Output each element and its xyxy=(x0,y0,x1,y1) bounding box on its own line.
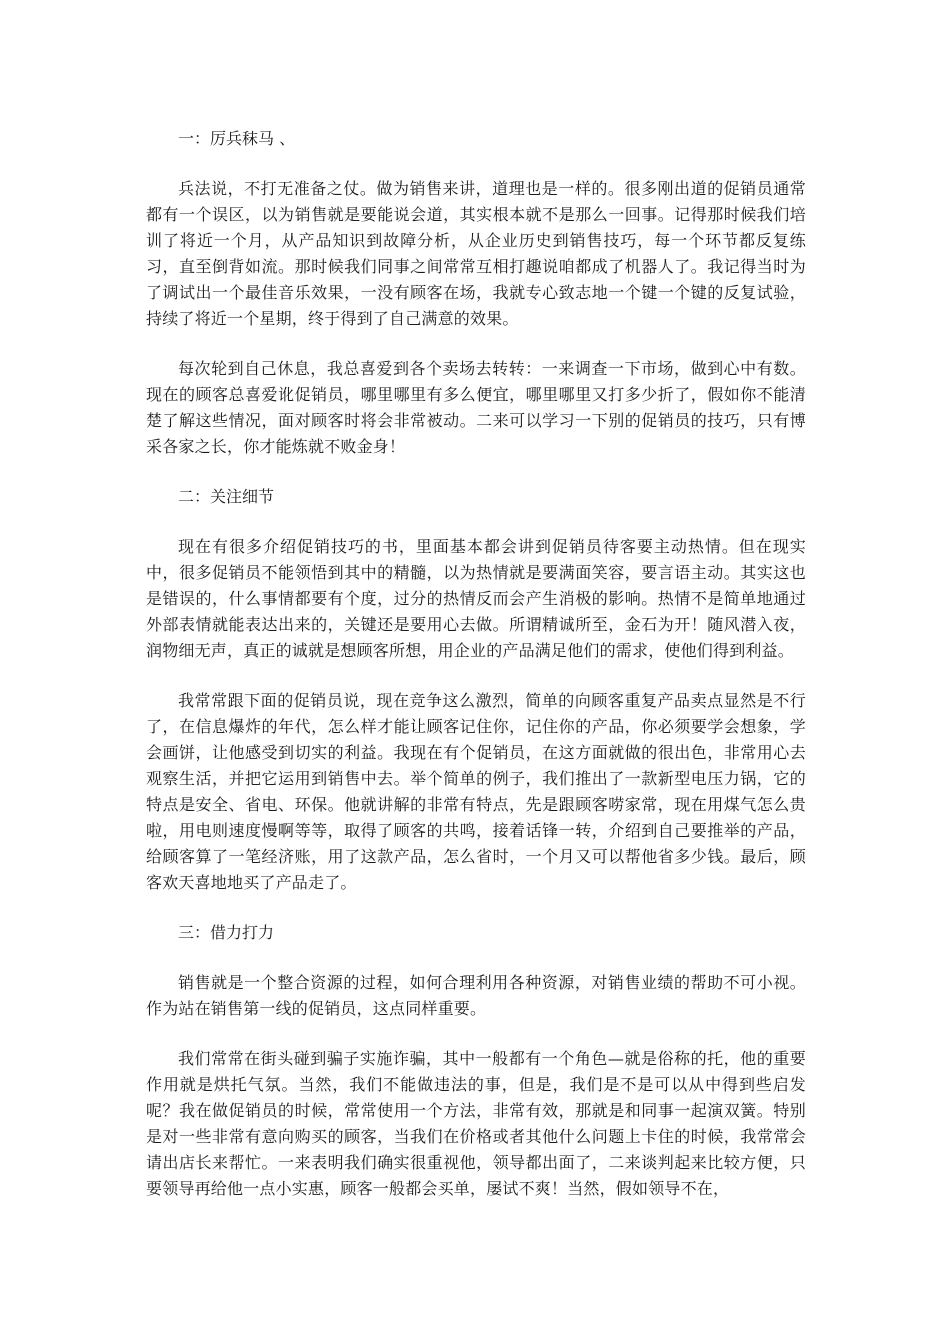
paragraph-6: 我们常常在街头碰到骗子实施诈骗，其中一般都有一个角色—就是俗称的托，他的重要作用就是烘托气氛。当然，我们不能做违法的事，但是，我们是不是可以从中得到些启发呢？我在做促销员的时候，常常使用一个方法，非常有效，那就是和同事一起演双簧。特别是对一些非常有意向购买的顾客，当我们在价格或者其他什么问题上卡住的时候，我常常会请出店长来帮忙。一来表明我们确实很重视他，领导都出面了，二来谈判起来比较方便，只要领导再给他一点小实惠，顾客一般都会买单，屡试不爽！当然，假如领导不在， xyxy=(146,1049,806,1198)
paragraph-5: 销售就是一个整合资源的过程，如何合理利用各种资源，对销售业绩的帮助不可小视。作为站在销售第一线的促销员，这点同样重要。 xyxy=(146,973,806,1018)
paragraph-3: 现在有很多介绍促销技巧的书，里面基本都会讲到促销员待客要主动热情。但在现实中，很多促销员不能领悟到其中的精髓，以为热情就是要满面笑容，要言语主动。其实这也是错误的，什么事情都要有个度，过分的热情反而会产生消极的影响。热情不是简单地通过外部表情就能表达出来的，关键还是要用心去做。所谓精诚所至，金石为开！随风潜入夜，润物细无声，真正的诚就是想顾客所想，用企业的产品满足他们的需求，使他们得到利益。 xyxy=(146,537,806,660)
section-heading-2: 二：关注细节 xyxy=(178,487,275,506)
paragraph-2: 每次轮到自己休息，我总喜爱到各个卖场去转转：一来调查一下市场，做到心中有数。现在的顾客总喜爱讹促销员，哪里哪里有多么便宜，哪里哪里又打多少折了，假如你不能清楚了解这些情况，面对顾客时将会非常被动。二来可以学习一下别的促销员的技巧，只有博采各家之长，你才能炼就不败金身！ xyxy=(146,359,806,456)
paragraph-4: 我常常跟下面的促销员说，现在竞争这么激烈，简单的向顾客重复产品卖点显然是不行了，在信息爆炸的年代，怎么样才能让顾客记住你，记住你的产品，你必须要学会想象，学会画饼，让他感受到切实的利益。我现在有个促销员，在这方面就做的很出色，非常用心去观察生活，并把它运用到销售中去。举个简单的例子，我们推出了一款新型电压力锅，它的特点是安全、省电、环保。他就讲解的非常有特点，先是跟顾客唠家常，现在用煤气怎么贵啦，用电则速度慢啊等等，取得了顾客的共鸣，接着话锋一转，介绍到自己要推举的产品，给顾客算了一笔经济账，用了这款产品，怎么省时，一个月又可以帮他省多少钱。最后，顾客欢天喜地地买了产品走了。 xyxy=(146,691,806,892)
section-heading-3: 三：借力打力 xyxy=(178,923,275,942)
paragraph-1: 兵法说，不打无准备之仗。做为销售来讲，道理也是一样的。很多刚出道的促销员通常都有一个误区，以为销售就是要能说会道，其实根本就不是那么一回事。记得那时候我们培训了将近一个月，从产品知识到故障分析，从企业历史到销售技巧，每一个环节都反复练习，直至倒背如流。那时候我们同事之间常常互相打趣说咱都成了机器人了。我记得当时为了调试出一个最佳音乐效果，一没有顾客在场，我就专心致志地一个键一个键的反复试验，持续了将近一个星期，终于得到了自己满意的效果。 xyxy=(146,179,806,328)
document-body xyxy=(146,126,806,1226)
section-heading-1: 一：厉兵秣马 、 xyxy=(178,129,296,148)
